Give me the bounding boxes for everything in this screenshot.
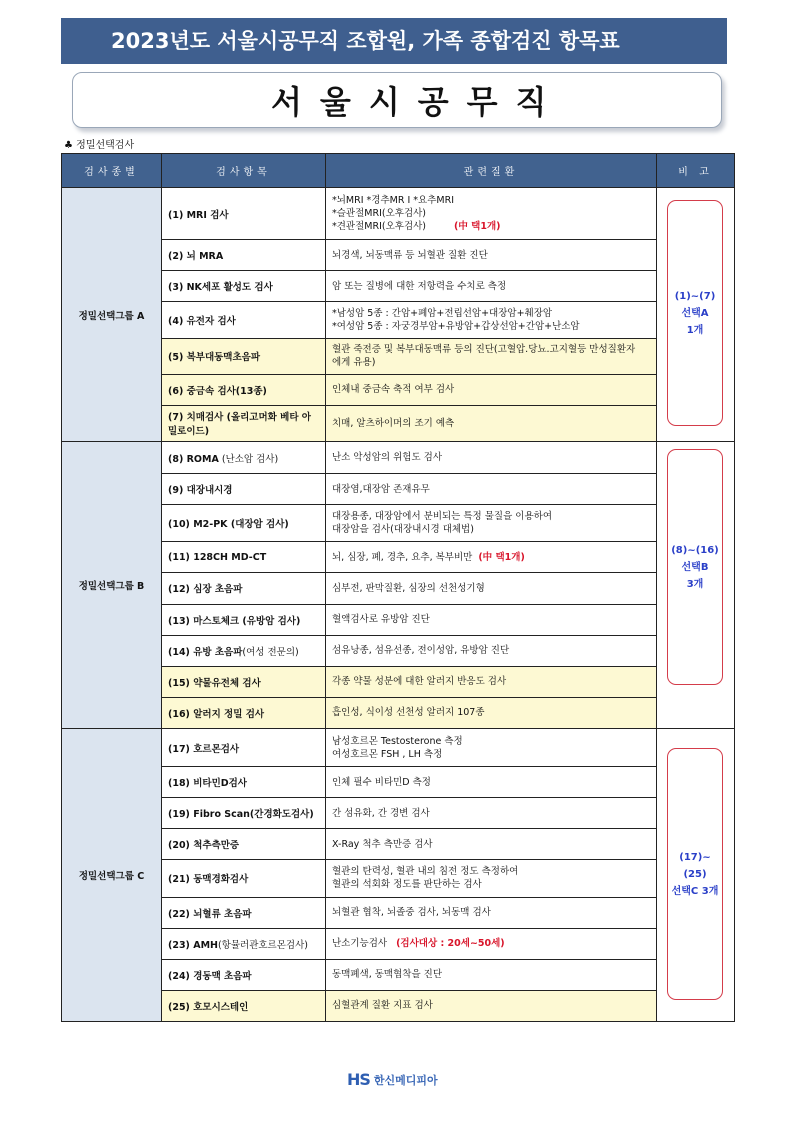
exam-item-label: (10) M2-PK (대장암 검사) xyxy=(168,519,289,531)
disease-text: 혈관의 석회화 정도를 판단하는 검사 xyxy=(332,879,482,891)
disease-text: 혈관의 탄력성, 혈관 내의 침전 정도 측정하여 xyxy=(332,866,519,878)
related-disease xyxy=(326,442,657,474)
related-disease xyxy=(326,474,657,505)
disease-text: 치매, 알츠하이머의 조기 예측 xyxy=(332,417,455,429)
selection-box xyxy=(667,449,723,685)
company-logo xyxy=(347,1070,438,1089)
selection-note: (검사대상 : 20세~50세) xyxy=(396,938,505,950)
exam-item-label: (8) ROMA xyxy=(168,453,219,465)
related-disease xyxy=(326,542,657,573)
disease-text: 에게 유용) xyxy=(332,357,376,369)
logo-mark: HS xyxy=(347,1070,370,1089)
exam-item xyxy=(162,798,326,829)
exam-item-label: (13) 마스토체크 (유방암 검사) xyxy=(168,615,301,627)
table-row xyxy=(62,302,735,338)
selection-note-line: 선택B xyxy=(681,561,709,573)
exam-item xyxy=(162,302,326,338)
club-icon: ♣ xyxy=(64,140,73,151)
disease-text: 흡인성, 식이성 선천성 알러지 107종 xyxy=(332,707,485,719)
selection-note-line: (1)~(7) xyxy=(674,290,716,302)
table-row xyxy=(62,542,735,573)
disease-line xyxy=(332,878,650,891)
disease-line xyxy=(332,249,650,262)
exam-item-label: (15) 약물유전체 검사 xyxy=(168,677,261,689)
exam-item-label: (23) AMH xyxy=(168,939,218,951)
group-name: 정밀선택그룹 C xyxy=(62,729,162,1022)
disease-text: 대장염,대장암 존재유무 xyxy=(332,483,430,495)
exam-item-label: (12) 심장 초음파 xyxy=(168,584,243,596)
column-header: 관련질환 xyxy=(326,154,657,188)
table-row xyxy=(62,928,735,959)
disease-text: 인체 필수 비타민D 측정 xyxy=(332,776,431,788)
exam-item xyxy=(162,635,326,666)
table-row xyxy=(62,604,735,635)
disease-text: 각종 약물 성분에 대한 알러지 반응도 검사 xyxy=(332,676,507,688)
selection-note-line: (17)~(25) xyxy=(679,851,711,880)
exam-item-label: (3) NK세포 활성도 검사 xyxy=(168,282,273,294)
exam-item xyxy=(162,542,326,573)
exam-item-label: (1) MRI 검사 xyxy=(168,209,229,221)
disease-text: 뇌혈관 협착, 뇌졸중 검사, 뇌동맥 검사 xyxy=(332,907,491,919)
exam-item-suffix: (여성 전문의) xyxy=(242,646,299,658)
disease-line xyxy=(332,906,650,919)
selection-note-line: 1개 xyxy=(686,324,704,336)
related-disease xyxy=(326,374,657,405)
exam-item-label: (6) 중금속 검사(13종) xyxy=(168,385,267,397)
disease-text: 심부전, 판막질환, 심장의 선천성기형 xyxy=(332,582,485,594)
table-row xyxy=(62,697,735,728)
disease-text: X-Ray 척추 측만증 검사 xyxy=(332,838,433,850)
table-header-row xyxy=(62,154,735,188)
exam-item xyxy=(162,829,326,860)
table-row xyxy=(62,573,735,604)
exam-item xyxy=(162,697,326,728)
disease-line xyxy=(332,865,650,878)
disease-line xyxy=(332,320,650,333)
exam-item xyxy=(162,505,326,542)
disease-text: 심혈관계 질환 지표 검사 xyxy=(332,1000,433,1012)
table-row xyxy=(62,798,735,829)
related-disease xyxy=(326,635,657,666)
disease-text: 여성호르몬 FSH , LH 측정 xyxy=(332,748,443,760)
related-disease xyxy=(326,302,657,338)
exam-item-label: (11) 128CH MD-CT xyxy=(168,551,267,563)
disease-line xyxy=(332,613,650,626)
disease-line xyxy=(332,735,650,748)
disease-line xyxy=(332,207,650,220)
disease-text: 암 또는 질병에 대한 저항력을 수치로 측정 xyxy=(332,280,507,292)
remark-cell xyxy=(657,729,735,1022)
selection-box xyxy=(667,748,723,1000)
table-row xyxy=(62,474,735,505)
disease-line xyxy=(332,307,650,320)
page-title: 서울시공무직 xyxy=(72,72,722,128)
disease-text: 남성호르몬 Testosterone 측정 xyxy=(332,735,463,747)
column-header: 검사항목 xyxy=(162,154,326,188)
related-disease xyxy=(326,767,657,798)
related-disease xyxy=(326,338,657,374)
table-row xyxy=(62,990,735,1021)
exam-item xyxy=(162,405,326,441)
remark-cell xyxy=(657,188,735,442)
table-row xyxy=(62,271,735,302)
exam-item-label: (17) 호르몬검사 xyxy=(168,743,240,755)
disease-line xyxy=(332,706,650,719)
disease-line xyxy=(332,383,650,396)
disease-line xyxy=(332,675,650,688)
exam-item xyxy=(162,474,326,505)
related-disease xyxy=(326,990,657,1021)
disease-text: *남성암 5종 : 간암+폐암+전립선암+대장암+췌장암 xyxy=(332,307,553,319)
related-disease xyxy=(326,666,657,697)
header-banner: 2023년도 서울시공무직 조합원, 가족 종합검진 항목표 xyxy=(61,18,727,64)
exam-item xyxy=(162,860,326,897)
exam-item xyxy=(162,604,326,635)
exam-item xyxy=(162,729,326,767)
exam-item-label: (21) 동맥경화검사 xyxy=(168,874,249,886)
exam-item-label: (22) 뇌혈류 초음파 xyxy=(168,908,252,920)
disease-line xyxy=(332,748,650,761)
exam-item-suffix: (항뮬러관호르몬검사) xyxy=(217,939,308,951)
logo-text: 한신메디피아 xyxy=(373,1073,438,1087)
exam-item-label: (16) 알러지 정밀 검사 xyxy=(168,708,265,720)
section-label-text: 정밀선택검사 xyxy=(76,140,135,151)
disease-text: 혈관 죽전증 및 복부대동맥류 등의 진단(고혈압.당뇨.고지혈등 만성질환자 xyxy=(332,344,636,356)
disease-text: *여성암 5종 : 자궁경부암+유방암+갑상선암+간암+난소암 xyxy=(332,320,580,332)
remark-cell xyxy=(657,442,735,729)
exam-item xyxy=(162,990,326,1021)
table-row xyxy=(62,405,735,441)
exam-item xyxy=(162,928,326,959)
exam-item-label: (7) 치매검사 (올리고머화 베타 아밀로이드) xyxy=(168,412,311,438)
related-disease xyxy=(326,271,657,302)
selection-note-line: 3개 xyxy=(686,578,704,590)
group-name: 정밀선택그룹 B xyxy=(62,442,162,729)
exam-item-label: (2) 뇌 MRA xyxy=(168,251,224,263)
selection-note: (中 택1개) xyxy=(478,551,525,563)
exam-item xyxy=(162,188,326,240)
exam-item xyxy=(162,897,326,928)
disease-line xyxy=(332,510,650,523)
disease-line xyxy=(332,417,650,430)
exam-item xyxy=(162,240,326,271)
related-disease xyxy=(326,829,657,860)
table-row xyxy=(62,635,735,666)
exam-item-label: (5) 복부대동맥초음파 xyxy=(168,352,261,364)
disease-text: 동맥폐색, 동맥협착을 진단 xyxy=(332,969,443,981)
disease-line xyxy=(332,356,650,369)
related-disease xyxy=(326,604,657,635)
disease-line xyxy=(332,968,650,981)
related-disease xyxy=(326,573,657,604)
table-row xyxy=(62,729,735,767)
related-disease xyxy=(326,505,657,542)
disease-text: 뇌, 심장, 폐, 경추, 요추, 복부비만 xyxy=(332,551,473,563)
table-row xyxy=(62,374,735,405)
related-disease xyxy=(326,188,657,240)
selection-note-line: (8)~(16) xyxy=(671,544,719,556)
disease-line xyxy=(332,999,650,1012)
table-row xyxy=(62,442,735,474)
disease-text: 섬유낭종, 섬유선종, 전이성암, 유방암 진단 xyxy=(332,645,510,657)
related-disease xyxy=(326,959,657,990)
disease-line xyxy=(332,582,650,595)
table-row xyxy=(62,240,735,271)
disease-line xyxy=(332,776,650,789)
disease-text: 난소기능검사 xyxy=(332,938,391,950)
disease-line xyxy=(332,280,650,293)
related-disease xyxy=(326,860,657,897)
table-row xyxy=(62,338,735,374)
exam-item-label: (19) Fibro Scan(간경화도검사) xyxy=(168,809,314,821)
disease-line xyxy=(332,644,650,657)
related-disease xyxy=(326,697,657,728)
exam-item xyxy=(162,374,326,405)
exam-table xyxy=(61,153,735,1022)
disease-line xyxy=(332,343,650,356)
disease-text: *견관절MRI(오후검사) xyxy=(332,221,427,233)
exam-item xyxy=(162,442,326,474)
exam-item-label: (20) 척추측만증 xyxy=(168,840,240,852)
exam-item xyxy=(162,338,326,374)
selection-note-line: 선택A xyxy=(681,307,709,319)
table-row xyxy=(62,860,735,897)
exam-item xyxy=(162,666,326,697)
related-disease xyxy=(326,897,657,928)
disease-line xyxy=(332,483,650,496)
disease-line xyxy=(332,937,650,950)
disease-line xyxy=(332,551,650,564)
table-row xyxy=(62,959,735,990)
related-disease xyxy=(326,405,657,441)
table-row xyxy=(62,767,735,798)
column-header: 검사종별 xyxy=(62,154,162,188)
exam-item-label: (24) 경동맥 초음파 xyxy=(168,970,252,982)
related-disease xyxy=(326,928,657,959)
section-label xyxy=(64,136,134,151)
exam-item-suffix: (난소암 검사) xyxy=(218,453,279,465)
disease-text: *뇌MRI *경추MR I *요추MRI xyxy=(332,195,454,207)
selection-note: (中 택1개) xyxy=(454,221,501,233)
disease-line xyxy=(332,194,650,207)
disease-line xyxy=(332,220,650,233)
related-disease xyxy=(326,729,657,767)
disease-text: 인체내 중금속 축적 여부 검사 xyxy=(332,384,455,396)
exam-item-label: (14) 유방 초음파 xyxy=(168,646,243,658)
related-disease xyxy=(326,240,657,271)
disease-line xyxy=(332,807,650,820)
table-row xyxy=(62,897,735,928)
disease-text: 난소 악성암의 위험도 검사 xyxy=(332,452,443,464)
table-row xyxy=(62,188,735,240)
exam-item xyxy=(162,767,326,798)
selection-note-line: 선택C 3개 xyxy=(671,885,719,897)
disease-text: 뇌경색, 뇌동맥류 등 뇌혈관 질환 진단 xyxy=(332,249,488,261)
exam-item xyxy=(162,271,326,302)
table-row xyxy=(62,829,735,860)
disease-line xyxy=(332,523,650,536)
table-row xyxy=(62,505,735,542)
disease-text: 혈액검사로 유방암 진단 xyxy=(332,614,430,626)
table-row xyxy=(62,666,735,697)
exam-item xyxy=(162,573,326,604)
related-disease xyxy=(326,798,657,829)
column-header: 비 고 xyxy=(657,154,735,188)
exam-item-label: (18) 비타민D검사 xyxy=(168,778,247,790)
exam-item-label: (4) 유전자 검사 xyxy=(168,315,236,327)
disease-line xyxy=(332,838,650,851)
group-name: 정밀선택그룹 A xyxy=(62,188,162,442)
exam-item-label: (25) 호모시스테인 xyxy=(168,1001,249,1013)
disease-text: 간 섬유화, 간 경변 검사 xyxy=(332,807,430,819)
selection-box xyxy=(667,200,723,426)
disease-text: 대장암을 검사(대장내시경 대체법) xyxy=(332,524,474,536)
exam-item-label: (9) 대장내시경 xyxy=(168,485,233,497)
disease-text: 대장용종, 대장암에서 분비되는 특정 물질을 이용하여 xyxy=(332,511,553,523)
exam-item xyxy=(162,959,326,990)
disease-text: *슬관절MRI(오후검사) xyxy=(332,208,427,220)
disease-line xyxy=(332,451,650,464)
